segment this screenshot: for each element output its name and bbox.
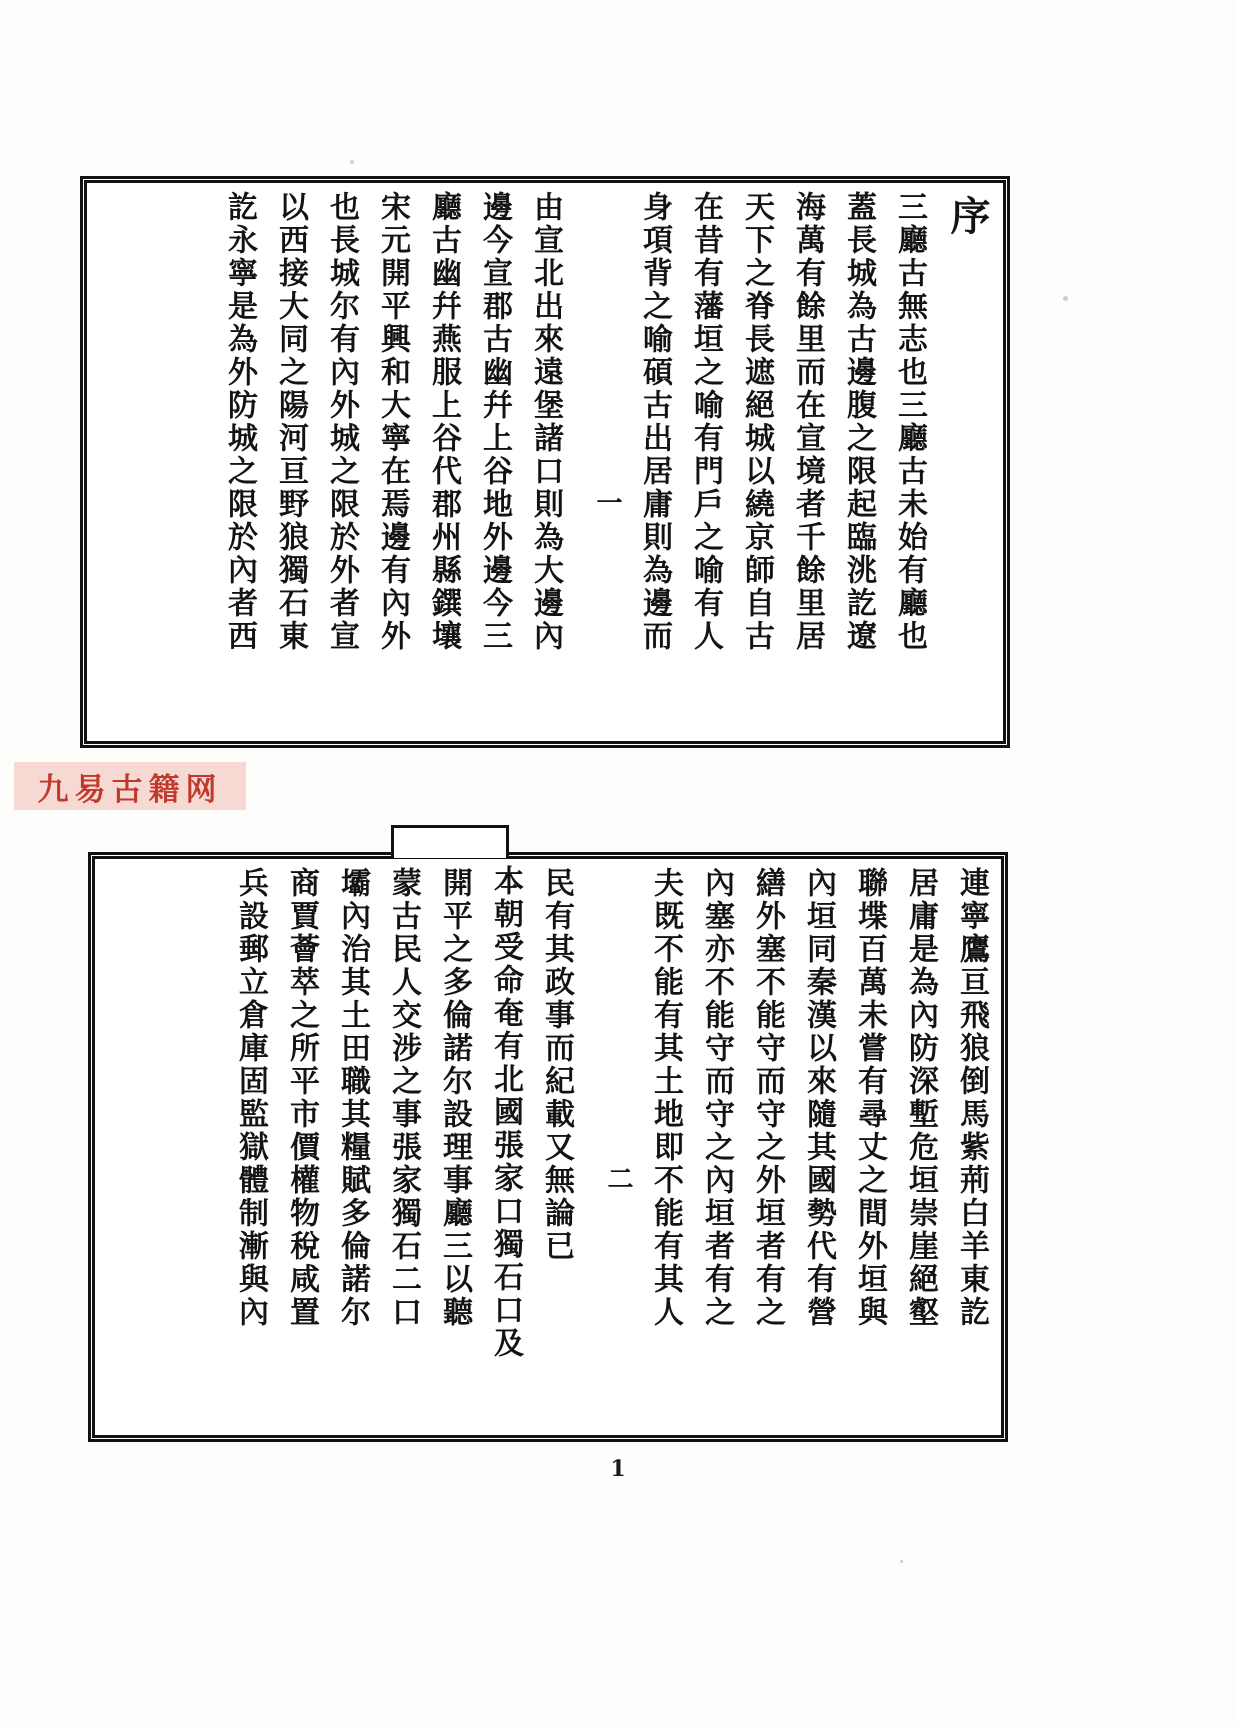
text-column: 也長城尔有內外城之限於外者宣	[324, 191, 359, 653]
scan-speckle	[350, 160, 354, 164]
text-column: 訖永寧是為外防城之限於內者西	[222, 191, 257, 653]
block-notch	[391, 825, 509, 858]
text-column: 本朝受命奄有北國張家口獨石口及	[488, 865, 523, 1360]
text-column: 由宣北出來遠堡諸口則為大邊內	[528, 191, 563, 653]
text-column: 蒙古民人交涉之事張家獨石二口	[386, 867, 421, 1329]
text-column: 繕外塞不能守而守之外垣者有之	[750, 867, 785, 1329]
text-column: 兵設郵立倉庫固監獄體制漸與內	[233, 867, 268, 1329]
text-column: 天下之脊長遮絕城以繞京師自古	[739, 191, 774, 653]
text-column: 三廳古無志也三廳古未始有廳也	[892, 191, 927, 653]
text-column: 邊今宣郡古幽幷上谷地外邊今三	[477, 191, 512, 653]
text-column: 開平之多倫諾尔設理事廳三以聽	[437, 867, 472, 1329]
text-column: 廳古幽幷燕服上谷代郡州縣鐉壤	[426, 191, 461, 653]
text-column: 在昔有藩垣之喻有門戶之喻有人	[688, 191, 723, 653]
text-column: 蓋長城為古邊腹之限起臨洮訖遼	[841, 191, 876, 653]
text-column: 壩內治其土田職其糧賦多倫諾尔	[335, 867, 370, 1329]
text-block-continued	[88, 852, 1008, 1442]
text-block-preface	[80, 176, 1010, 748]
text-column: 居庸是為內防深塹危垣崇崖絕壑	[903, 867, 938, 1329]
text-column: 海萬有餘里而在宣境者千餘里居	[790, 191, 825, 653]
scan-speckle	[900, 1560, 903, 1563]
text-column: 內塞亦不能守而守之內垣者有之	[699, 867, 734, 1329]
text-column: 民有其政事而紀載又無論已	[539, 867, 574, 1263]
site-watermark: 九易古籍网	[14, 762, 246, 810]
text-column: 內垣同秦漢以來隨其國勢代有營	[801, 867, 836, 1329]
text-column: 聯堞百萬未嘗有尋丈之間外垣與	[852, 867, 887, 1329]
page-mark: 二	[603, 1165, 633, 1193]
text-column: 連寧鷹亘飛狼倒馬紫荊白羊東訖	[954, 867, 989, 1329]
scan-speckle	[1063, 296, 1068, 301]
folio-number: 1	[610, 1456, 626, 1482]
text-column: 宋元開平興和大寧在焉邊有內外	[375, 191, 410, 653]
section-title: 序	[944, 195, 991, 239]
text-column: 商賈薈萃之所平市價權物稅咸置	[284, 867, 319, 1329]
text-column: 夫既不能有其土地即不能有其人	[648, 867, 683, 1329]
text-column: 身項背之喻碩古出居庸則為邊而	[637, 191, 672, 653]
text-column: 以西接大同之陽河亘野狼獨石東	[273, 191, 308, 653]
page-mark: 一	[592, 489, 622, 517]
